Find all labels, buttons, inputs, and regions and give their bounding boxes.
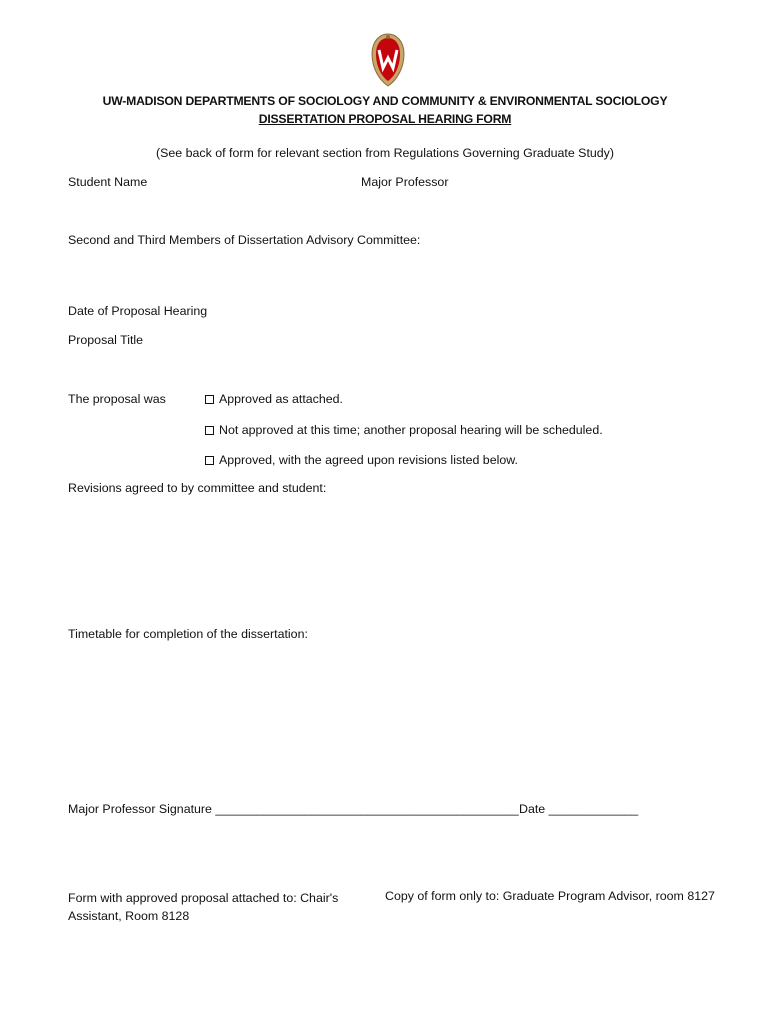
option-label: Approved, with the agreed upon revisions listed below.	[219, 453, 518, 467]
option-approved	[205, 392, 343, 406]
form-title: DISSERTATION PROPOSAL HEARING FORM	[258, 112, 512, 126]
approved-checkbox[interactable]	[205, 395, 214, 404]
not-approved-checkbox[interactable]	[205, 426, 214, 435]
routing-note-advisor: Copy of form only to: Graduate Program Advisor, room 8127	[385, 889, 715, 903]
option-not-approved	[205, 423, 603, 437]
committee-members-label: Second and Third Members of Dissertation Advisory Committee:	[68, 233, 421, 247]
student-name-label: Student Name	[68, 175, 148, 189]
proposal-outcome-label: The proposal was	[68, 392, 166, 406]
signature-date-line[interactable]: Date _____________	[519, 802, 639, 816]
form-title-department: UW-MADISON DEPARTMENTS OF SOCIOLOGY AND COMMUNITY & ENVIRONMENTAL SOCIOLOGY	[102, 94, 668, 108]
major-professor-label: Major Professor	[361, 175, 449, 189]
option-label: Not approved at this time; another proposal hearing will be scheduled.	[219, 423, 603, 437]
timetable-label: Timetable for completion of the dissertation:	[68, 627, 308, 641]
option-approved-with-revisions	[205, 453, 518, 467]
option-label: Approved as attached.	[219, 392, 343, 406]
proposal-title-label: Proposal Title	[68, 333, 144, 347]
signature-line[interactable]: Major Professor Signature ____________________________________________	[68, 802, 519, 816]
hearing-date-label: Date of Proposal Hearing	[68, 304, 208, 318]
revisions-label: Revisions agreed to by committee and student:	[68, 481, 327, 495]
routing-note-chair: Form with approved proposal attached to: Chair's Assistant, Room 8128	[68, 891, 339, 923]
regulations-note: (See back of form for relevant section from Regulations Governing Graduate Study)	[156, 146, 614, 160]
uw-crest-logo	[369, 32, 407, 88]
approved-with-revisions-checkbox[interactable]	[205, 456, 214, 465]
